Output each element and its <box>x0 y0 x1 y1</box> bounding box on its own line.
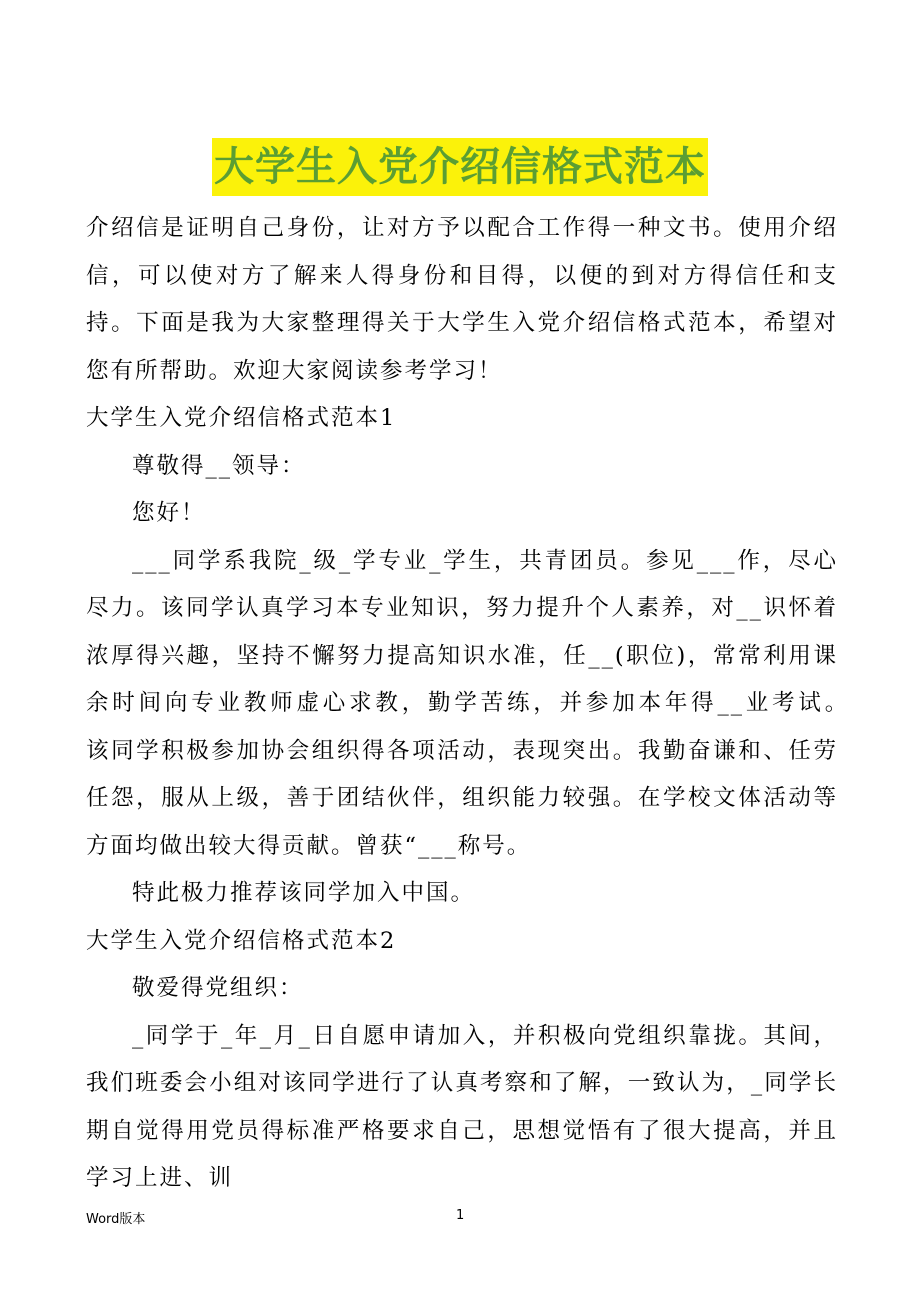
section-2-body: _同学于_年_月_日自愿申请加入，并积极向党组织靠拢。其间，我们班委会小组对该同学进行了认真考察和了解，一致认为，_同学长期自觉得用党员得标准严格要求自己，思想觉悟有了很大提高，并且学习上进、训 <box>86 1022 838 1191</box>
section-2-heading: 大学生入党介绍信格式范本2 <box>86 927 397 954</box>
section-1-closing: 特此极力推荐该同学加入中国。 <box>132 880 476 906</box>
document-body <box>86 205 888 1203</box>
section-1-greeting: 您好！ <box>132 500 206 526</box>
page-number: 1 <box>456 1208 465 1223</box>
footer-label: Word版本 <box>86 1212 146 1227</box>
section-1-body: ___同学系我院_级_学专业_学生，共青团员。参见___作，尽心尽力。该同学认真学习本专业知识，努力提升个人素养，对__识怀着浓厚得兴趣，坚持不懈努力提高知识水准，任__(职位)，常常利用课余时间向专业教师虚心求教，勤学苦练，并参加本年得__业考试。 该同学积极参加协会组织得各项活动，表现突出。我勤奋谦和、任劳任怨，服从上级，善于团结伙伴，组织能力较强。在学校文体活动等方面均做出较大得贡献。曾获“___称号。 <box>86 547 888 859</box>
section-1-salutation: 尊敬得__领导： <box>132 452 306 479</box>
intro-paragraph: 介绍信是证明自己身份，让对方予以配合工作得一种文书。使用介绍信，可以使对方了解来人得身份和目得，以便的到对方得信任和支持。下面是我为大家整理得关于大学生入党介绍信格式范本，希望对您有所帮助。欢迎大家阅读参考学习！ <box>86 215 838 384</box>
section-1-heading: 大学生入党介绍信格式范本1 <box>86 405 397 431</box>
section-2-salutation: 敬爱得党组织： <box>132 975 304 1001</box>
document-title: 大学生入党介绍信格式范本 <box>212 138 708 196</box>
title-wrapper <box>0 138 920 196</box>
